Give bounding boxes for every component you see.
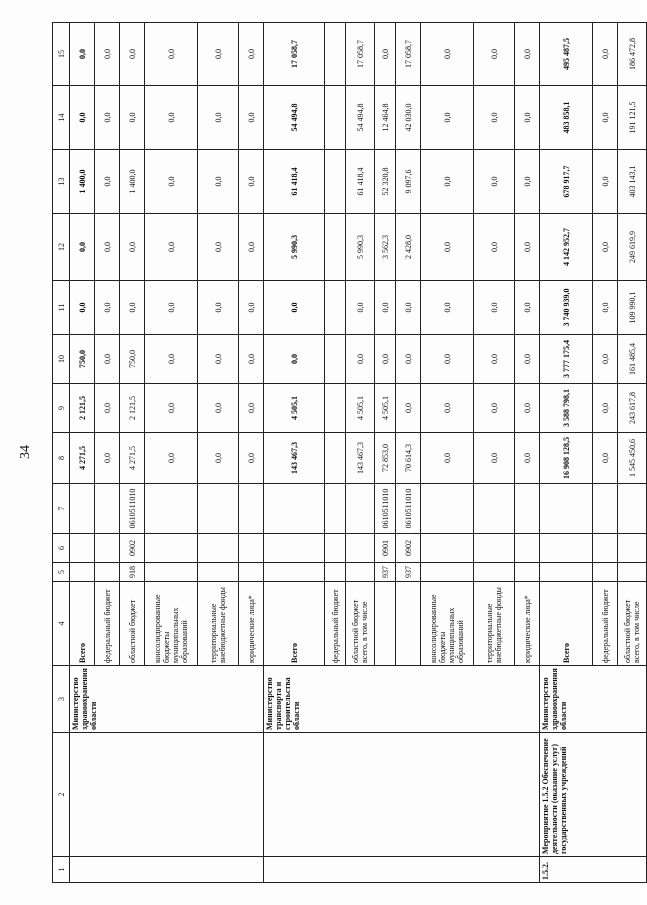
grbs-code	[421, 563, 474, 582]
amount-cell: 0,0	[593, 384, 618, 433]
amount-cell: 17 058,7	[264, 23, 325, 86]
funding-source: консолидированные бюджеты муниципальных образований	[145, 582, 198, 666]
amount-cell: 483 858,1	[540, 86, 593, 150]
amount-cell: 2 121,5	[120, 384, 145, 433]
amount-cell: 0,0	[474, 23, 515, 86]
amount-cell: 0,0	[474, 335, 515, 384]
header-cell: 5	[53, 563, 70, 582]
budget-table	[52, 22, 647, 883]
amount-cell: 1 545 450,6	[618, 433, 647, 484]
amount-cell: 52 320,8	[375, 150, 396, 214]
rzpr-code	[540, 534, 593, 563]
page-number: 34	[18, 445, 33, 459]
amount-cell: 0,0	[593, 150, 618, 214]
amount-cell: 0,0	[421, 335, 474, 384]
amount-cell: 0,0	[198, 281, 239, 335]
grbs-code	[264, 563, 325, 582]
csr-code	[325, 484, 346, 534]
amount-cell: 0,0	[593, 281, 618, 335]
activity-name: Мероприятие 1.5.2 Обеспечение деятельности (оказание услуг) государственных учреждений	[540, 733, 647, 857]
activity-name	[70, 733, 264, 857]
csr-code: 0610511010	[120, 484, 145, 534]
amount-cell: 4 271,5	[70, 433, 95, 484]
funding-source: Всего	[264, 582, 325, 666]
amount-cell: 0,0	[120, 214, 145, 281]
amount-cell: 0,0	[95, 433, 120, 484]
amount-cell	[325, 86, 346, 150]
header-cell: 11	[53, 281, 70, 335]
header-cell: 9	[53, 384, 70, 433]
csr-code	[145, 484, 198, 534]
funding-source: Всего	[540, 582, 593, 666]
amount-cell: 0,0	[474, 384, 515, 433]
header-cell: 14	[53, 86, 70, 150]
amount-cell: 61 418,4	[264, 150, 325, 214]
rzpr-code	[95, 534, 120, 563]
rotated-table-container	[52, 23, 641, 883]
amount-cell: 0,0	[396, 335, 421, 384]
funding-source: территориальные внебюджетные фонды	[474, 582, 515, 666]
amount-cell: 0,0	[145, 335, 198, 384]
amount-cell: 0,0	[593, 433, 618, 484]
responsible-organization: Министерство здравоохранения области	[540, 666, 647, 733]
rzpr-code	[474, 534, 515, 563]
amount-cell: 191 121,5	[618, 86, 647, 150]
amount-cell: 0,0	[396, 384, 421, 433]
header-cell: 7	[53, 484, 70, 534]
amount-cell: 0,0	[239, 335, 264, 384]
funding-source	[375, 582, 396, 666]
amount-cell: 0,0	[346, 335, 375, 384]
amount-cell: 16 908 128,5	[540, 433, 593, 484]
grbs-code	[515, 563, 540, 582]
amount-cell: 0,0	[239, 281, 264, 335]
amount-cell: 72 853,0	[375, 433, 396, 484]
amount-cell: 0,0	[515, 214, 540, 281]
amount-cell: 4 505,1	[375, 384, 396, 433]
amount-cell: 0,0	[239, 384, 264, 433]
amount-cell: 42 030,0	[396, 86, 421, 150]
amount-cell	[325, 23, 346, 86]
header-cell: 8	[53, 433, 70, 484]
amount-cell: 109 990,1	[618, 281, 647, 335]
funding-source: областной бюджет	[120, 582, 145, 666]
rzpr-code	[70, 534, 95, 563]
table-row	[264, 23, 325, 883]
csr-code	[515, 484, 540, 534]
rzpr-code	[145, 534, 198, 563]
activity-number	[70, 857, 264, 883]
csr-code	[70, 484, 95, 534]
funding-source: федеральный бюджет	[593, 582, 618, 666]
amount-cell: 0,0	[95, 214, 120, 281]
amount-cell: 0,0	[515, 335, 540, 384]
grbs-code	[239, 563, 264, 582]
amount-cell: 0,0	[474, 86, 515, 150]
amount-cell: 0,0	[95, 281, 120, 335]
amount-cell	[325, 150, 346, 214]
amount-cell: 0,0	[474, 281, 515, 335]
funding-source: консолидированные бюджеты муниципальных образований	[421, 582, 474, 666]
amount-cell	[325, 214, 346, 281]
grbs-code: 937	[375, 563, 396, 582]
amount-cell: 0,0	[70, 86, 95, 150]
funding-source: федеральный бюджет	[95, 582, 120, 666]
amount-cell: 0,0	[145, 150, 198, 214]
amount-cell: 0,0	[198, 433, 239, 484]
amount-cell: 4 505,1	[346, 384, 375, 433]
amount-cell: 70 614,3	[396, 433, 421, 484]
amount-cell: 0,0	[120, 281, 145, 335]
amount-cell: 0,0	[515, 281, 540, 335]
amount-cell: 0,0	[70, 281, 95, 335]
rzpr-code	[421, 534, 474, 563]
funding-source: территориальные внебюджетные фонды	[198, 582, 239, 666]
amount-cell: 3 588 798,1	[540, 384, 593, 433]
amount-cell: 0,0	[239, 150, 264, 214]
amount-cell: 5 990,3	[264, 214, 325, 281]
table-row	[540, 23, 593, 883]
amount-cell: 0,0	[346, 281, 375, 335]
grbs-code	[474, 563, 515, 582]
rzpr-code	[515, 534, 540, 563]
amount-cell: 0,0	[145, 23, 198, 86]
amount-cell: 9 097,6	[396, 150, 421, 214]
grbs-code	[346, 563, 375, 582]
amount-cell: 4 505,1	[264, 384, 325, 433]
grbs-code: 937	[396, 563, 421, 582]
header-cell: 12	[53, 214, 70, 281]
amount-cell: 4 142 952,7	[540, 214, 593, 281]
header-cell: 4	[53, 582, 70, 666]
amount-cell	[325, 433, 346, 484]
amount-cell: 249 619,9	[618, 214, 647, 281]
csr-code	[618, 484, 647, 534]
amount-cell: 0,0	[474, 433, 515, 484]
amount-cell	[325, 384, 346, 433]
amount-cell: 0,0	[95, 335, 120, 384]
amount-cell: 0,0	[95, 23, 120, 86]
amount-cell: 61 418,4	[346, 150, 375, 214]
funding-source: областной бюджет всего, в том числе	[618, 582, 647, 666]
amount-cell: 0,0	[198, 23, 239, 86]
amount-cell: 243 617,8	[618, 384, 647, 433]
amount-cell: 17 058,7	[346, 23, 375, 86]
csr-code	[239, 484, 264, 534]
grbs-code	[70, 563, 95, 582]
amount-cell: 0,0	[198, 214, 239, 281]
amount-cell: 0,0	[593, 86, 618, 150]
csr-code	[421, 484, 474, 534]
funding-source	[396, 582, 421, 666]
header-cell: 1	[53, 857, 70, 883]
amount-cell: 0,0	[198, 150, 239, 214]
activity-number	[264, 857, 540, 883]
amount-cell: 0,0	[515, 86, 540, 150]
csr-code	[540, 484, 593, 534]
amount-cell: 0,0	[421, 384, 474, 433]
amount-cell: 0,0	[198, 335, 239, 384]
amount-cell: 0,0	[239, 433, 264, 484]
amount-cell: 0,0	[70, 214, 95, 281]
amount-cell: 0,0	[239, 86, 264, 150]
amount-cell: 0,0	[198, 384, 239, 433]
amount-cell: 12 464,8	[375, 86, 396, 150]
grbs-code	[593, 563, 618, 582]
amount-cell: 0,0	[145, 281, 198, 335]
funding-source: юридические лица*	[515, 582, 540, 666]
responsible-organization: Министерство транспорта и строительства области	[264, 666, 540, 733]
amount-cell: 0,0	[145, 384, 198, 433]
amount-cell: 0,0	[70, 23, 95, 86]
amount-cell: 0,0	[264, 281, 325, 335]
amount-cell: 0,0	[145, 214, 198, 281]
rzpr-code	[325, 534, 346, 563]
amount-cell: 0,0	[593, 23, 618, 86]
rzpr-code: 0902	[396, 534, 421, 563]
amount-cell: 0,0	[421, 214, 474, 281]
rzpr-code	[593, 534, 618, 563]
amount-cell: 0,0	[375, 335, 396, 384]
amount-cell: 0,0	[239, 214, 264, 281]
amount-cell: 0,0	[120, 23, 145, 86]
header-cell: 6	[53, 534, 70, 563]
amount-cell: 0,0	[474, 150, 515, 214]
header-cell: 10	[53, 335, 70, 384]
amount-cell: 495 487,5	[540, 23, 593, 86]
amount-cell: 0,0	[515, 150, 540, 214]
amount-cell: 143 467,3	[346, 433, 375, 484]
amount-cell: 54 494,8	[346, 86, 375, 150]
amount-cell: 4 271,5	[120, 433, 145, 484]
header-cell: 2	[53, 733, 70, 857]
rzpr-code	[198, 534, 239, 563]
activity-name	[264, 733, 540, 857]
amount-cell: 0,0	[95, 384, 120, 433]
rzpr-code: 0901	[375, 534, 396, 563]
grbs-code	[618, 563, 647, 582]
amount-cell: 3 562,3	[375, 214, 396, 281]
amount-cell: 1 400,0	[70, 150, 95, 214]
activity-number: 1.5.2.	[540, 857, 647, 883]
csr-code	[593, 484, 618, 534]
header-cell: 3	[53, 666, 70, 733]
rzpr-code	[264, 534, 325, 563]
amount-cell: 0,0	[145, 86, 198, 150]
csr-code	[474, 484, 515, 534]
amount-cell: 5 990,3	[346, 214, 375, 281]
funding-source: федеральный бюджет	[325, 582, 346, 666]
grbs-code	[198, 563, 239, 582]
amount-cell: 0,0	[95, 150, 120, 214]
rzpr-code	[346, 534, 375, 563]
amount-cell: 186 472,8	[618, 23, 647, 86]
amount-cell: 143 467,3	[264, 433, 325, 484]
amount-cell: 0,0	[421, 150, 474, 214]
csr-code	[264, 484, 325, 534]
amount-cell: 1 400,0	[120, 150, 145, 214]
grbs-code	[95, 563, 120, 582]
csr-code	[346, 484, 375, 534]
amount-cell: 54 494,8	[264, 86, 325, 150]
amount-cell: 0,0	[421, 281, 474, 335]
csr-code: 0610511010	[396, 484, 421, 534]
grbs-code	[540, 563, 593, 582]
amount-cell: 0,0	[421, 23, 474, 86]
amount-cell: 750,0	[70, 335, 95, 384]
amount-cell: 3 740 939,0	[540, 281, 593, 335]
grbs-code	[145, 563, 198, 582]
amount-cell: 2 428,0	[396, 214, 421, 281]
grbs-code	[325, 563, 346, 582]
amount-cell: 0,0	[515, 384, 540, 433]
amount-cell: 0,0	[593, 214, 618, 281]
amount-cell	[325, 281, 346, 335]
amount-cell: 0,0	[375, 281, 396, 335]
funding-source: Всего	[70, 582, 95, 666]
amount-cell: 0,0	[239, 23, 264, 86]
funding-source: областной бюджет всего, в том числе	[346, 582, 375, 666]
rzpr-code	[239, 534, 264, 563]
header-row	[53, 23, 70, 883]
amount-cell: 0,0	[515, 23, 540, 86]
amount-cell: 0,0	[375, 23, 396, 86]
amount-cell: 0,0	[264, 335, 325, 384]
csr-code	[198, 484, 239, 534]
amount-cell: 0,0	[198, 86, 239, 150]
amount-cell: 2 121,5	[70, 384, 95, 433]
grbs-code: 918	[120, 563, 145, 582]
header-cell: 13	[53, 150, 70, 214]
amount-cell: 0,0	[421, 433, 474, 484]
amount-cell: 0,0	[515, 433, 540, 484]
amount-cell: 403 143,1	[618, 150, 647, 214]
responsible-organization: Министерство здравоохранения области	[70, 666, 264, 733]
header-cell: 15	[53, 23, 70, 86]
amount-cell: 161 485,4	[618, 335, 647, 384]
amount-cell: 0,0	[120, 86, 145, 150]
amount-cell: 0,0	[396, 281, 421, 335]
amount-cell: 3 777 175,4	[540, 335, 593, 384]
rzpr-code: 0902	[120, 534, 145, 563]
amount-cell: 750,0	[120, 335, 145, 384]
funding-source: юридические лица*	[239, 582, 264, 666]
amount-cell: 0,0	[421, 86, 474, 150]
amount-cell: 0,0	[95, 86, 120, 150]
table-row	[70, 23, 95, 883]
amount-cell: 0,0	[145, 433, 198, 484]
amount-cell: 678 917,7	[540, 150, 593, 214]
rzpr-code	[618, 534, 647, 563]
csr-code	[95, 484, 120, 534]
amount-cell	[325, 335, 346, 384]
amount-cell: 0,0	[474, 214, 515, 281]
amount-cell: 17 058,7	[396, 23, 421, 86]
csr-code: 0610511010	[375, 484, 396, 534]
amount-cell: 0,0	[593, 335, 618, 384]
